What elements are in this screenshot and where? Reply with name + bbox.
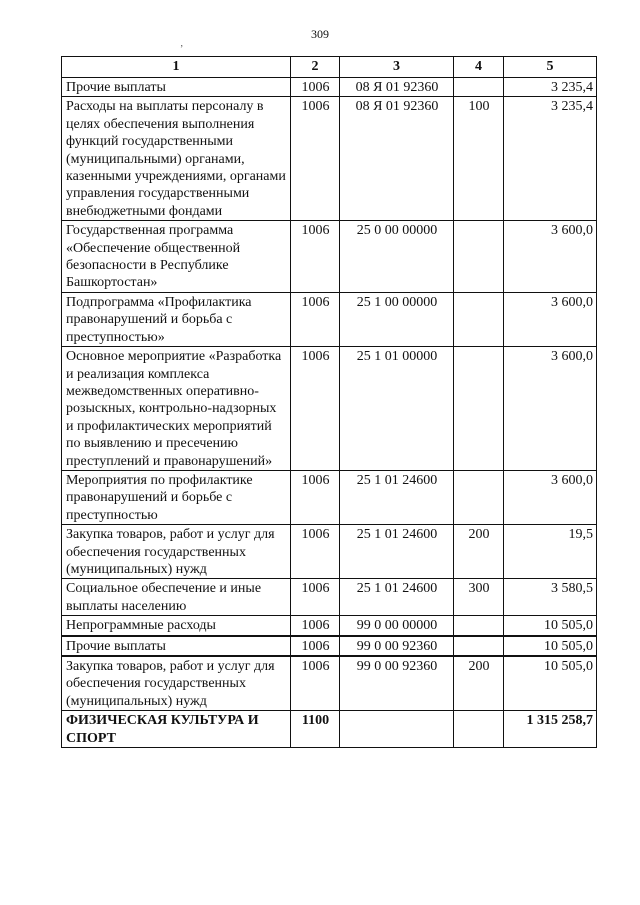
row-name: Закупка товаров, работ и услуг для обеспечения государственных (муниципальных) нужд <box>62 656 291 711</box>
col-header-amount: 5 <box>504 57 597 78</box>
table-row <box>62 470 597 524</box>
row-program: 25 1 01 00000 <box>340 347 454 471</box>
section-code: 1100 <box>291 711 340 748</box>
row-amount: 3 600,0 <box>504 292 597 346</box>
row-name: Прочие выплаты <box>62 636 291 656</box>
table-row <box>62 636 597 656</box>
row-code: 1006 <box>291 347 340 471</box>
table-row <box>62 616 597 636</box>
row-program: 25 0 00 00000 <box>340 221 454 293</box>
row-program: 25 1 01 24600 <box>340 579 454 616</box>
row-kind <box>454 470 504 524</box>
row-amount: 3 600,0 <box>504 347 597 471</box>
row-kind: 100 <box>454 97 504 221</box>
table-row <box>62 292 597 346</box>
table-row <box>62 579 597 616</box>
table-row <box>62 347 597 471</box>
row-amount: 3 600,0 <box>504 221 597 293</box>
row-program: 25 1 00 00000 <box>340 292 454 346</box>
budget-table <box>61 56 597 748</box>
section-program <box>340 711 454 748</box>
row-name: Непрограммные расходы <box>62 616 291 636</box>
row-name: Государственная программа «Обеспечение общественной безопасности в Республике Башкортостан» <box>62 221 291 293</box>
row-program: 99 0 00 92360 <box>340 636 454 656</box>
section-kind <box>454 711 504 748</box>
row-code: 1006 <box>291 292 340 346</box>
section-name: ФИЗИЧЕСКАЯ КУЛЬТУРА И СПОРТ <box>62 711 291 748</box>
row-amount: 19,5 <box>504 525 597 579</box>
row-name: Основное мероприятие «Разработка и реализация комплекса межведомственных оперативно-розыскных, контрольно-надзорных и профилактических мероприятий по выявлению и пресечению преступлений и правонарушений» <box>62 347 291 471</box>
row-code: 1006 <box>291 221 340 293</box>
table-row <box>62 221 597 293</box>
row-program: 08 Я 01 92360 <box>340 97 454 221</box>
row-kind <box>454 347 504 471</box>
row-amount: 3 580,5 <box>504 579 597 616</box>
row-amount: 10 505,0 <box>504 636 597 656</box>
row-kind <box>454 292 504 346</box>
row-amount: 3 600,0 <box>504 470 597 524</box>
section-amount: 1 315 258,7 <box>504 711 597 748</box>
row-amount: 10 505,0 <box>504 656 597 711</box>
row-program: 25 1 01 24600 <box>340 525 454 579</box>
row-amount: 3 235,4 <box>504 97 597 221</box>
row-program: 99 0 00 92360 <box>340 656 454 711</box>
row-code: 1006 <box>291 525 340 579</box>
header-row <box>62 57 597 78</box>
row-name: Прочие выплаты <box>62 78 291 97</box>
row-name: Мероприятия по профилактике правонарушений и борьбе с преступностью <box>62 470 291 524</box>
row-kind: 200 <box>454 525 504 579</box>
row-amount: 10 505,0 <box>504 616 597 636</box>
row-kind: 300 <box>454 579 504 616</box>
col-header-code: 2 <box>291 57 340 78</box>
row-name: Подпрограмма «Профилактика правонарушений и борьба с преступностью» <box>62 292 291 346</box>
row-name: Расходы на выплаты персоналу в целях обеспечения выполнения функций государственными (муниципальными) органами, казенными учреждениями, органами управления государственными внебюджетными фондами <box>62 97 291 221</box>
row-kind <box>454 78 504 97</box>
row-program: 99 0 00 00000 <box>340 616 454 636</box>
row-code: 1006 <box>291 97 340 221</box>
col-header-kind: 4 <box>454 57 504 78</box>
row-code: 1006 <box>291 78 340 97</box>
table-row <box>62 78 597 97</box>
row-name: Социальное обеспечение и иные выплаты населению <box>62 579 291 616</box>
row-code: 1006 <box>291 470 340 524</box>
table-row <box>62 97 597 221</box>
row-program: 08 Я 01 92360 <box>340 78 454 97</box>
row-amount: 3 235,4 <box>504 78 597 97</box>
row-code: 1006 <box>291 636 340 656</box>
row-kind <box>454 636 504 656</box>
table-row <box>62 525 597 579</box>
row-code: 1006 <box>291 616 340 636</box>
row-kind <box>454 616 504 636</box>
section-total-row <box>62 711 597 748</box>
row-program: 25 1 01 24600 <box>340 470 454 524</box>
scan-mark: ‚ <box>180 38 184 49</box>
row-name: Закупка товаров, работ и услуг для обеспечения государственных (муниципальных) нужд <box>62 525 291 579</box>
col-header-name: 1 <box>62 57 291 78</box>
row-code: 1006 <box>291 656 340 711</box>
row-code: 1006 <box>291 579 340 616</box>
page-number: 309 <box>311 27 329 41</box>
row-kind <box>454 221 504 293</box>
col-header-program: 3 <box>340 57 454 78</box>
row-kind: 200 <box>454 656 504 711</box>
table-row <box>62 656 597 711</box>
